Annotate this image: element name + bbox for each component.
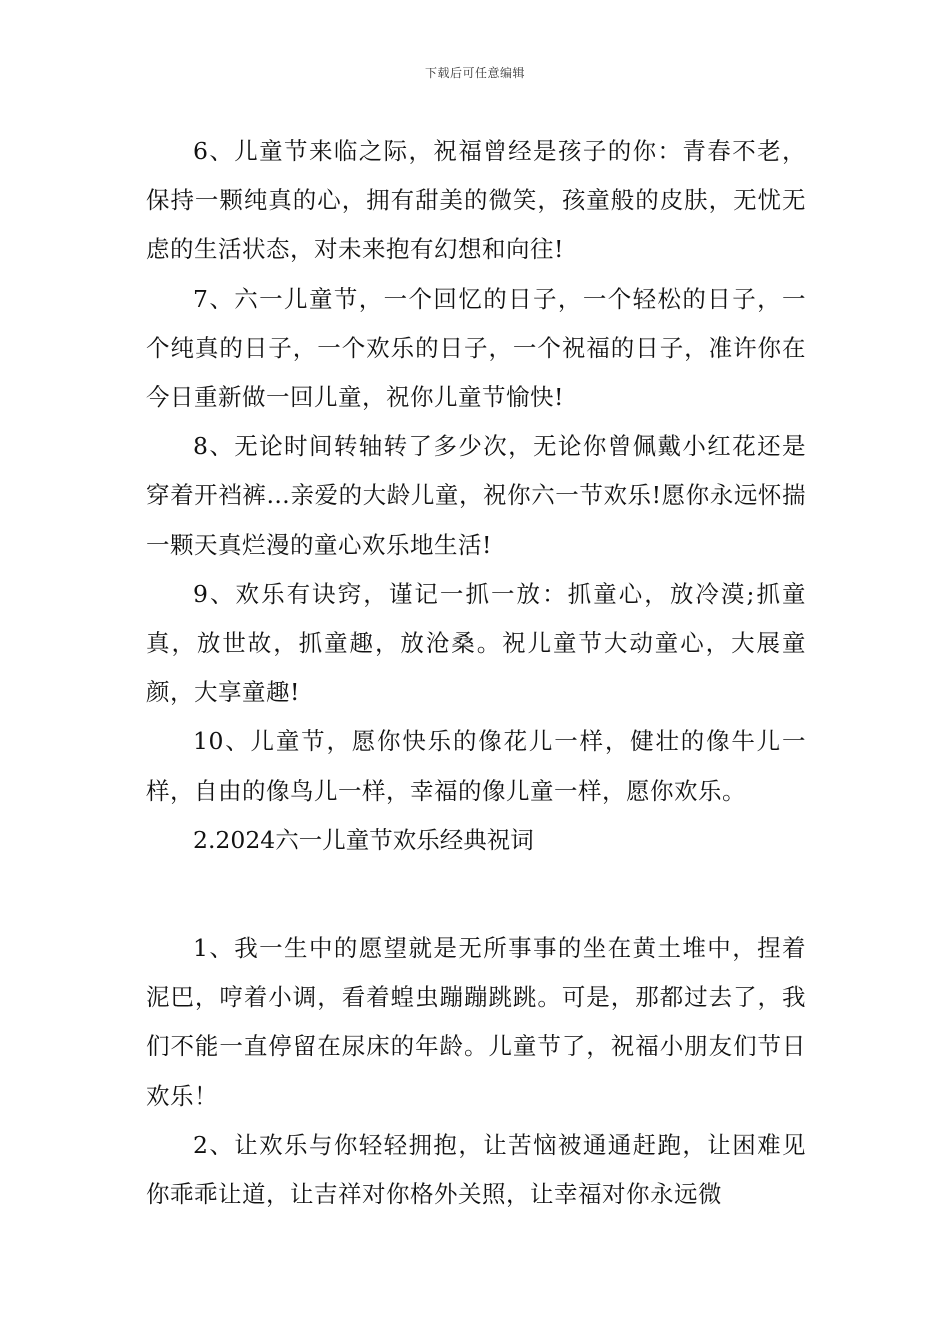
wish-item-7: 7、六一儿童节，一个回忆的日子，一个轻松的日子，一个纯真的日子，一个欢乐的日子，一个祝福的日子，准许你在今日重新做一回儿童，祝你儿童节愉快! <box>146 284 806 412</box>
wish-item-8: 8、无论时间转轴转了多少次，无论你曾佩戴小红花还是穿着开裆裤…亲爱的大龄儿童，祝你六一节欢乐!愿你永远怀揣一颗天真烂漫的童心欢乐地生活! <box>146 432 806 559</box>
section-heading: 2.2024六一儿童节欢乐经典祝词 <box>193 825 534 854</box>
wish-item-9: 9、欢乐有诀窍，谨记一抓一放：抓童心，放冷漠;抓童真，放世故，抓童趣，放沧桑。祝儿童节大动童心，大展童颜，大享童趣! <box>146 579 806 707</box>
wish-item-2: 2、让欢乐与你轻轻拥抱，让苦恼被通通赶跑，让困难见你乖乖让道，让吉祥对你格外关照，让幸福对你永远微 <box>146 1130 806 1209</box>
document-body <box>146 127 806 1219</box>
wish-item-6: 6、儿童节来临之际，祝福曾经是孩子的你：青春不老，保持一颗纯真的心，拥有甜美的微笑，孩童般的皮肤，无忧无虑的生活状态，对未来抱有幻想和向往! <box>146 137 806 264</box>
wish-item-1: 1、我一生中的愿望就是无所事事的坐在黄土堆中，捏着泥巴，哼着小调，看着蝗虫蹦蹦跳跳。可是，那都过去了，我们不能一直停留在尿床的年龄。儿童节了，祝福小朋友们节日欢乐！ <box>146 934 806 1110</box>
wish-item-10: 10、儿童节，愿你快乐的像花儿一样，健壮的像牛儿一样，自由的像鸟儿一样，幸福的像儿童一样，愿你欢乐。 <box>146 727 806 805</box>
page-header: 下载后可任意编辑 <box>424 66 525 80</box>
